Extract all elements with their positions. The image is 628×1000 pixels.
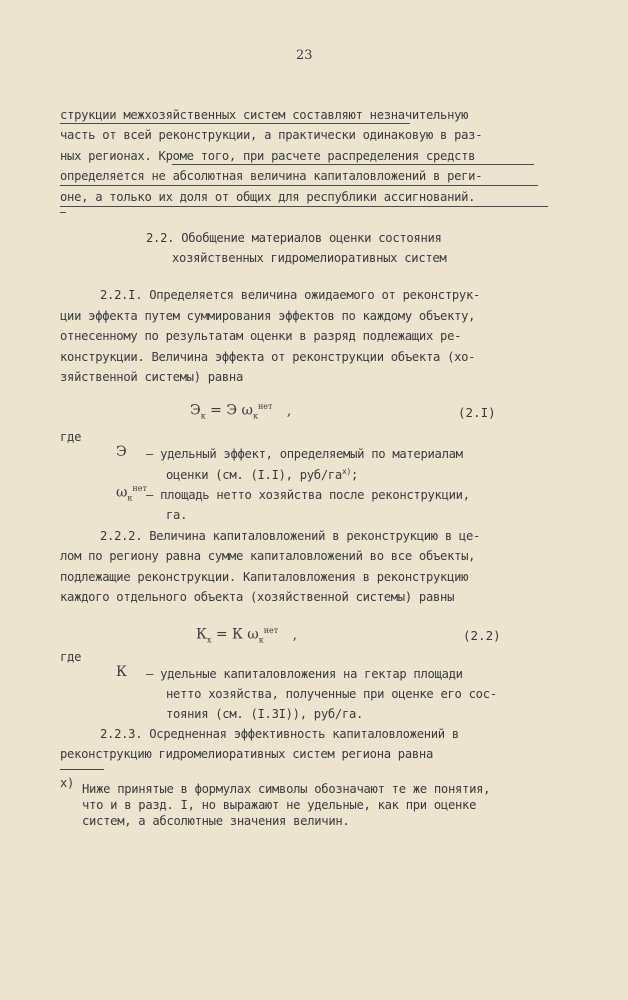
formula-2-rhs-sup: нет (263, 626, 279, 635)
para2-line-4: конструкции. Величина эффекта от реконструкции объекта (хо- (60, 350, 476, 364)
para2-line-3: отнесенному по результатам оценки в разряд подлежащих ре- (60, 329, 462, 343)
underline-mark (60, 185, 538, 186)
where-label-1: где (60, 430, 82, 444)
page-number: 23 (296, 48, 313, 63)
def1-symbol: Э (116, 444, 127, 460)
footnote-line-3: систем, а абсолютные значения величин. (82, 814, 350, 828)
para1-line-1: струкции межхозяйственных систем составляют незначительную (60, 108, 469, 122)
formula-2-lhs-sub: х (206, 635, 212, 645)
def2-symbol-sub: к (127, 493, 133, 503)
def2-symbol-main: ω (116, 484, 128, 501)
section-title-line-1: 2.2. Обобщение материалов оценки состояния (146, 231, 442, 245)
formula-2-2 (196, 626, 297, 644)
para4-line-2: реконструкцию гидромелиоративных систем региона равна (60, 747, 433, 761)
footnote-rule (60, 769, 104, 770)
def2-line-2: га. (166, 508, 188, 522)
def1-footnote-ref: x) (341, 467, 351, 476)
formula-2-tail: , (292, 626, 298, 643)
def2-symbol (116, 484, 147, 502)
def2-line-1: – площадь нетто хозяйства после реконструкции, (146, 488, 470, 502)
para1-line-4: определяется не абсолютная величина капиталовложений в реги- (60, 169, 483, 183)
def1-line-1: – удельный эффект, определяемый по материалам (146, 447, 463, 461)
footnote-mark: x) (60, 776, 75, 790)
footnote-line-2: что и в разд. I, но выражают не удельные, как при оценке (82, 798, 477, 812)
para1-line-3: ных регионах. Кроме того, при расчете распределения средств (60, 149, 476, 163)
def1-line-2 (166, 467, 358, 482)
para1-line-2: часть от всей реконструкции, а практически одинаковую в раз- (60, 128, 483, 142)
formula-1-tail: , (286, 402, 292, 419)
para2-line-5: зяйственной системы) равна (60, 370, 243, 384)
underline-mark (172, 164, 534, 165)
formula-1-lhs-sub: к (200, 411, 206, 421)
formula-2-rhs: = К ω (215, 626, 259, 643)
formula-2-rhs-sub: к (258, 635, 264, 645)
def2-symbol-sup: нет (132, 484, 147, 493)
footnote-line-1: Ниже принятые в формулах символы обозначают те же понятия, (82, 782, 491, 796)
underline-mark (60, 123, 410, 124)
def3-symbol: К (116, 664, 127, 680)
def3-line-2: нетто хозяйства, полученные при оценке его сос- (166, 687, 497, 701)
para3-line-4: каждого отдельного объекта (хозяйственной системы) равны (60, 590, 455, 604)
formula-1-rhs: = Э ω (210, 402, 253, 419)
para2-line-2: ции эффекта путем суммирования эффектов по каждому объекту, (60, 309, 476, 323)
para4-line-1: 2.2.3. Осредненная эффективность капиталовложений в (100, 727, 459, 741)
equation-number-2-2: (2.2) (463, 628, 501, 643)
def1-end: ; (351, 468, 359, 483)
formula-1-lhs: Э (190, 402, 201, 419)
equation-number-2-1: (2.I) (458, 405, 496, 420)
section-title-line-2: хозяйственных гидромелиоративных систем (172, 251, 447, 265)
def3-line-1: – удельные капиталовложения на гектар площади (146, 667, 463, 681)
def3-line-3: тояния (см. (I.3I)), руб/га. (166, 707, 364, 721)
formula-1-rhs-sub: к (252, 411, 258, 421)
para3-line-2: лом по региону равна сумме капиталовложений во все объекты, (60, 549, 476, 563)
para1-line-5: оне, а только их доля от общих для республики ассигнований. (60, 190, 476, 204)
para2-line-1: 2.2.I. Определяется величина ожидаемого от реконструк- (100, 288, 481, 302)
formula-1-rhs-sup: нет (257, 402, 273, 411)
para3-line-3: подлежащие реконструкции. Капиталовложения в реконструкцию (60, 570, 469, 584)
def1-text: оценки (см. (I.I), руб/га (166, 468, 342, 483)
where-label-2: где (60, 650, 82, 664)
para3-line-1: 2.2.2. Величина капиталовложений в реконструкцию в це- (100, 529, 481, 543)
underline-mark (60, 212, 66, 213)
formula-2-lhs: К (196, 626, 207, 643)
underline-mark (60, 206, 548, 207)
formula-2-1 (190, 402, 291, 420)
